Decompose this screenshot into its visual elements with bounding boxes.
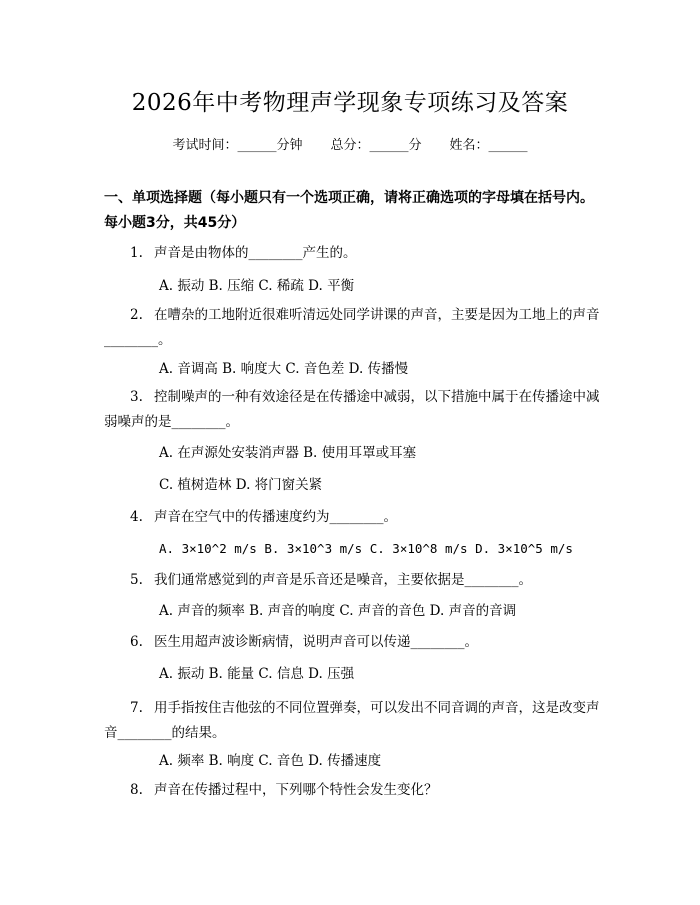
exam-time: 考试时间：______分钟 bbox=[172, 138, 303, 153]
question-3 bbox=[104, 385, 600, 435]
question-number: 7. bbox=[130, 700, 143, 716]
question-number: 8. bbox=[130, 782, 143, 798]
question-text: 声音在传播过程中，下列哪个特性会发生变化？ bbox=[154, 782, 438, 798]
question-5 bbox=[104, 568, 600, 593]
exam-score: 总分：______分 bbox=[330, 138, 422, 153]
question-number: 1. bbox=[130, 245, 143, 261]
question-text: 在嘈杂的工地附近很难听清远处同学讲课的声音，主要是因为工地上的声音________。 bbox=[104, 307, 600, 348]
exam-meta bbox=[0, 134, 700, 153]
question-number: 6. bbox=[130, 634, 143, 650]
question-number: 2. bbox=[130, 307, 143, 323]
question-8 bbox=[104, 778, 600, 803]
question-text: 声音在空气中的传播速度约为________。 bbox=[154, 509, 397, 525]
page-title: 2026年中考物理声学现象专项练习及答案 bbox=[131, 90, 569, 116]
section-heading: 一、单项选择题（每小题只有一个选项正确，请将正确选项的字母填在括号内。每小题3分，共45分） bbox=[104, 190, 594, 231]
question-6 bbox=[104, 630, 600, 655]
question-3-options-line-2: C. 植树造林 D. 将门窗关紧 bbox=[159, 477, 323, 493]
question-5-options: A. 声音的频率 B. 声音的响度 C. 声音的音色 D. 声音的音调 bbox=[159, 603, 517, 619]
question-text: 我们通常感觉到的声音是乐音还是噪音，主要依据是________。 bbox=[154, 572, 532, 588]
question-7 bbox=[104, 696, 600, 746]
question-2 bbox=[104, 303, 600, 353]
question-2-options: A. 音调高 B. 响度大 C. 音色差 D. 传播慢 bbox=[159, 361, 409, 377]
question-number: 5. bbox=[130, 572, 143, 588]
student-name: 姓名：______ bbox=[449, 138, 528, 153]
question-3-options-line-1: A. 在声源处安装消声器 B. 使用耳罩或耳塞 bbox=[159, 445, 417, 461]
question-4 bbox=[104, 505, 600, 530]
question-text: 声音是由物体的________产生的。 bbox=[154, 245, 357, 261]
question-1 bbox=[104, 241, 600, 266]
question-number: 3. bbox=[130, 389, 143, 405]
question-1-options: A. 振动 B. 压缩 C. 稀疏 D. 平衡 bbox=[159, 278, 355, 294]
question-6-options: A. 振动 B. 能量 C. 信息 D. 压强 bbox=[159, 666, 355, 682]
question-text: 用手指按住吉他弦的不同位置弹奏，可以发出不同音调的声音，这是改变声音________的结果。 bbox=[104, 700, 600, 741]
question-4-options: A. 3×10^2 m/s B. 3×10^3 m/s C. 3×10^8 m/s D. 3×10^5 m/s bbox=[159, 541, 573, 556]
question-text: 控制噪声的一种有效途径是在传播途中减弱，以下措施中属于在传播途中减弱噪声的是________。 bbox=[104, 389, 600, 430]
question-text: 医生用超声波诊断病情，说明声音可以传递________。 bbox=[154, 634, 478, 650]
question-7-options: A. 频率 B. 响度 C. 音色 D. 传播速度 bbox=[159, 753, 382, 769]
question-number: 4. bbox=[130, 509, 143, 525]
